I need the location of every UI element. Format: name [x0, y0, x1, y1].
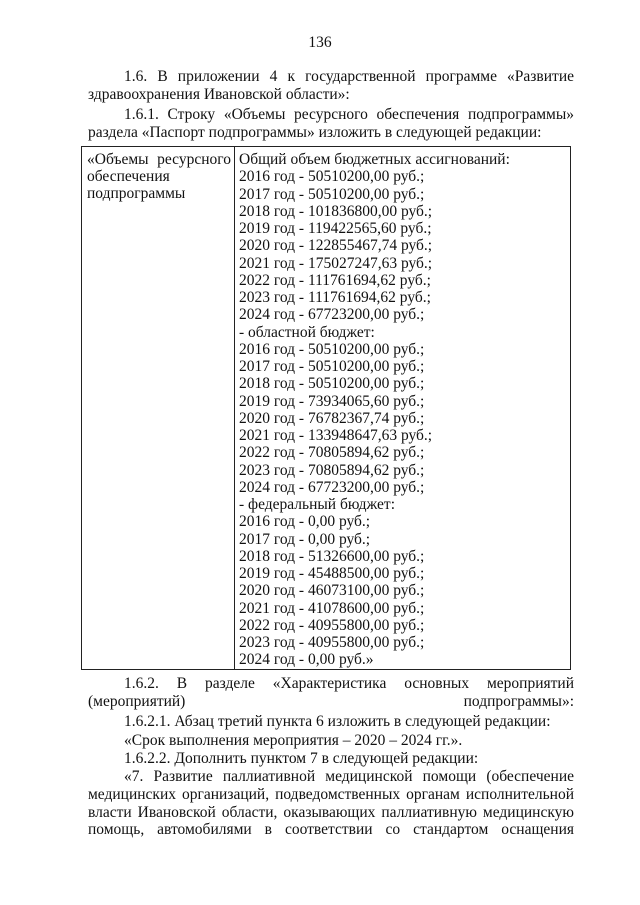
funding-line: 2024 год - 67723200,00 руб.;	[239, 478, 425, 496]
funding-line: 2021 год - 175027247,63 руб.;	[239, 254, 433, 272]
left-cell-line: обеспечения	[87, 168, 170, 186]
funding-line: 2018 год - 50510200,00 руб.;	[239, 375, 425, 393]
funding-line: 2019 год - 119422565,60 руб.;	[239, 220, 432, 237]
funding-line: 2017 год - 50510200,00 руб.;	[239, 358, 425, 375]
paragraph-item-1-6: 1.6. В приложении 4 к государственной программе «Развитие здравоохранения Ивановской области»:	[88, 68, 574, 103]
funding-line: - областной бюджет:	[239, 323, 375, 341]
left-cell-line: подпрограммы	[87, 185, 186, 203]
funding-line: 2019 год - 73934065,60 руб.;	[239, 392, 425, 410]
funding-line: 2017 год - 50510200,00 руб.;	[239, 185, 425, 203]
funding-line: 2023 год - 70805894,62 руб.;	[239, 461, 425, 479]
paragraph-item-7: «7. Развитие паллиативной медицинской помощи (обеспечение медицинских организаций, подведомственных органам исполнительной власти Ивановской области, оказывающих паллиативную медицинскую помощь, автомобилями в соответствии со стандартом оснащения	[88, 768, 574, 839]
funding-line: 2018 год - 101836800,00 руб.;	[239, 202, 433, 220]
funding-line: 2022 год - 70805894,62 руб.;	[239, 444, 425, 462]
funding-line: - федеральный бюджет:	[239, 496, 395, 513]
table-column-divider	[234, 147, 235, 669]
funding-line: 2020 год - 122855467,74 руб.;	[239, 237, 433, 255]
funding-line: 2020 год - 76782367,74 руб.;	[239, 409, 425, 427]
paragraph-item-1-6-1: 1.6.1. Строку «Объемы ресурсного обеспечения подпрограммы» раздела «Паспорт подпрограммы» изложить в следующей редакции:	[88, 106, 574, 141]
funding-line: 2024 год - 0,00 руб.»	[239, 651, 374, 669]
funding-line: 2023 год - 40955800,00 руб.;	[239, 634, 425, 651]
funding-line: 2019 год - 45488500,00 руб.;	[239, 565, 425, 582]
funding-line: 2017 год - 0,00 руб.;	[239, 530, 371, 548]
paragraph-item-1-6-2-2: 1.6.2.2. Дополнить пунктом 7 в следующей редакции:	[124, 750, 479, 767]
funding-line: 2024 год - 67723200,00 руб.;	[239, 306, 425, 324]
funding-line: 2018 год - 51326600,00 руб.;	[239, 547, 425, 565]
passport-table	[81, 146, 571, 670]
funding-line: 2023 год - 111761694,62 руб.;	[239, 289, 431, 306]
funding-line: 2016 год - 50510200,00 руб.;	[239, 340, 425, 358]
funding-line: 2022 год - 111761694,62 руб.;	[239, 271, 431, 289]
paragraph-item-1-6-2: 1.6.2. В разделе «Характеристика основных мероприятий (мероприятий) подпрограммы»:	[88, 675, 574, 710]
table-right-cell	[239, 151, 564, 669]
paragraph-quote-deadline: «Срок выполнения мероприятия – 2020 – 2024 гг.».	[124, 732, 463, 749]
page-number: 136	[308, 34, 332, 51]
table-left-cell	[87, 151, 231, 203]
funding-line: 2022 год - 40955800,00 руб.;	[239, 616, 425, 634]
funding-line: 2020 год - 46073100,00 руб.;	[239, 582, 425, 600]
funding-line: 2021 год - 133948647,63 руб.;	[239, 427, 433, 444]
funding-line: Общий объем бюджетных ассигнований:	[239, 151, 510, 168]
funding-line: 2016 год - 50510200,00 руб.;	[239, 168, 425, 186]
left-cell-line: «Объемы ресурсного	[87, 151, 231, 168]
paragraph-item-1-6-2-1: 1.6.2.1. Абзац третий пункта 6 изложить в следующей редакции:	[124, 713, 551, 730]
funding-line: 2016 год - 0,00 руб.;	[239, 513, 371, 531]
funding-line: 2021 год - 41078600,00 руб.;	[239, 599, 425, 617]
